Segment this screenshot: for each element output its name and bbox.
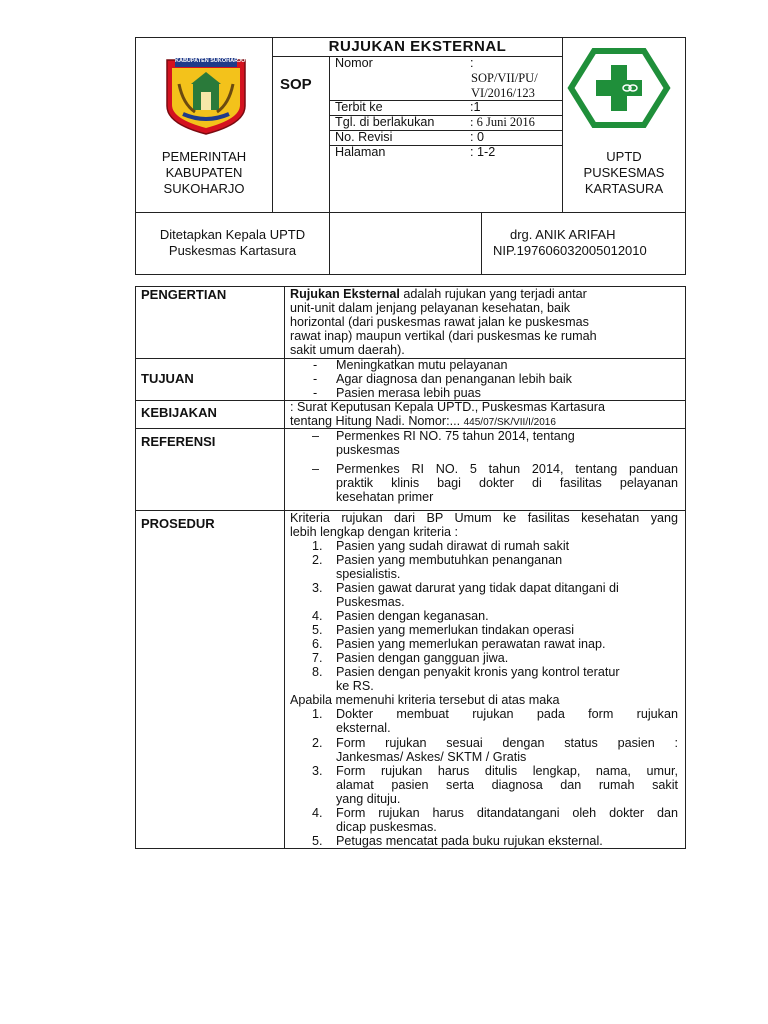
nomor-label: Nomor	[335, 56, 373, 70]
referensi-label: REFERENSI	[141, 434, 216, 449]
tgl-label: Tgl. di berlakukan	[335, 115, 435, 129]
tujuan-dash-2: -	[313, 372, 318, 386]
kebijakan-line-2-a: tentang Hitung Nadi. Nomor:...	[290, 414, 464, 428]
kriteria-num-3: 3.	[312, 581, 323, 595]
tujuan-item-2: Agar diagnosa dan penanganan lebih baik	[336, 372, 572, 386]
revisi-value: : 0	[470, 130, 485, 144]
nomor-value-line-2: VI/2016/123	[471, 86, 535, 100]
referensi-dash-1: –	[312, 429, 320, 443]
kriteria-num-1: 1.	[312, 539, 323, 553]
prosedur-intro-line-2: lebih lengkap dengan kriteria :	[290, 525, 459, 539]
langkah-num-1: 1.	[312, 707, 323, 721]
langkah-4-line-1: Form rujukan harus ditandatangani oleh dokter dan	[336, 806, 678, 820]
kriteria-num-4: 4.	[312, 609, 323, 623]
signer-nip: NIP.197606032005012010	[493, 243, 647, 258]
kriteria-2-line-2: spesialistis.	[336, 567, 401, 581]
kriteria-3-line-2: Puskesmas.	[336, 595, 405, 609]
tujuan-item-1: Meningkatkan mutu pelayanan	[336, 358, 508, 372]
kriteria-num-8: 8.	[312, 665, 323, 679]
pengertian-line-2: unit-unit dalam jenjang pelayanan kesehatan, baik	[290, 301, 571, 315]
kriteria-7-line-1: Pasien dengan gangguan jiwa.	[336, 651, 509, 665]
prosedur-label: PROSEDUR	[141, 516, 215, 531]
referensi-item-2-line-1: Permenkes RI NO. 5 tahun 2014, tentang panduan	[336, 462, 678, 476]
tujuan-dash-1: -	[313, 358, 318, 372]
tgl-value: : 6 Juni 2016	[470, 115, 535, 129]
prosedur-apabila: Apabila memenuhi kriteria tersebut di atas maka	[290, 693, 560, 707]
nomor-value-line-1: SOP/VII/PU/	[471, 71, 538, 85]
nomor-colon: :	[470, 56, 474, 70]
kriteria-5-line-1: Pasien yang memerlukan tindakan operasi	[336, 623, 575, 637]
langkah-2-line-1: Form rujukan sesuai dengan status pasien :	[336, 736, 678, 750]
left-org-line-1: PEMERINTAH	[161, 149, 247, 164]
kriteria-8-line-2: ke RS.	[336, 679, 374, 693]
kriteria-num-7: 7.	[312, 651, 323, 665]
pengertian-line-1	[290, 288, 587, 302]
puskesmas-logo	[567, 48, 671, 128]
pengertian-label: PENGERTIAN	[141, 287, 227, 302]
langkah-num-3: 3.	[312, 764, 323, 778]
kebijakan-line-1: : Surat Keputusan Kepala UPTD., Puskesmas Kartasura	[290, 400, 605, 414]
kriteria-3-line-1: Pasien gawat darurat yang tidak dapat ditangani di	[336, 581, 619, 595]
kriteria-2-line-1: Pasien yang membutuhkan penanganan	[336, 553, 563, 567]
kebijakan-nomor: 445/07/SK/VII/I/2016	[463, 417, 556, 428]
langkah-num-4: 4.	[312, 806, 323, 820]
kriteria-8-line-1: Pasien dengan penyakit kronis yang kontrol teratur	[336, 665, 620, 679]
right-org-line-2: PUSKESMAS	[583, 165, 665, 180]
terbit-label: Terbit ke	[335, 100, 383, 114]
kebijakan-label: KEBIJAKAN	[141, 405, 217, 420]
pengertian-line-1-rest: adalah rujukan yang terjadi antar	[399, 287, 587, 301]
langkah-5-line-1: Petugas mencatat pada buku rujukan eksternal.	[336, 834, 603, 848]
tujuan-label: TUJUAN	[141, 371, 194, 386]
kriteria-6-line-1: Pasien yang memerlukan perawatan rawat inap.	[336, 637, 606, 651]
pengertian-line-5: sakit umum daerah).	[290, 343, 405, 357]
kriteria-4-line-1: Pasien dengan keganasan.	[336, 609, 489, 623]
tujuan-item-3: Pasien merasa lebih puas	[336, 386, 481, 400]
terbit-value: :1	[470, 100, 481, 114]
langkah-2-line-2: Jankesmas/ Askes/ SKTM / Gratis	[336, 750, 527, 764]
halaman-value: : 1-2	[470, 145, 496, 159]
referensi-item-1-line-1: Permenkes RI NO. 75 tahun 2014, tentang	[336, 429, 575, 443]
langkah-num-2: 2.	[312, 736, 323, 750]
pengertian-line-3: horizontal (dari puskesmas rawat jalan ke puskesmas	[290, 315, 589, 329]
revisi-label: No. Revisi	[335, 130, 393, 144]
pengertian-lead: Rujukan Eksternal	[290, 287, 400, 301]
sop-label: SOP	[280, 76, 312, 93]
right-org-line-1: UPTD	[606, 149, 642, 164]
emblem-text: KABUPATEN SUKOHARJO	[175, 58, 246, 64]
halaman-label: Halaman	[335, 145, 386, 159]
langkah-3-line-3: yang dituju.	[336, 792, 401, 806]
kriteria-num-5: 5.	[312, 623, 323, 637]
signer-name: drg. ANIK ARIFAH	[510, 227, 616, 242]
left-org-line-2: KABUPATEN	[165, 165, 243, 180]
prosedur-intro-line-1: Kriteria rujukan dari BP Umum ke fasilitas kesehatan yang	[290, 511, 678, 525]
langkah-3-line-2: alamat pasien serta diagnosa dan rumah sakit	[336, 778, 678, 792]
document-title: RUJUKAN EKSTERNAL	[328, 38, 507, 55]
kriteria-1-line-1: Pasien yang sudah dirawat di rumah sakit	[336, 539, 570, 553]
langkah-1-line-1: Dokter membuat rujukan pada form rujukan	[336, 707, 678, 721]
kriteria-num-6: 6.	[312, 637, 323, 651]
referensi-dash-2: –	[312, 462, 320, 476]
kriteria-num-2: 2.	[312, 553, 323, 567]
ditetapkan-line-1: Ditetapkan Kepala UPTD	[159, 227, 306, 242]
kabupaten-emblem	[161, 54, 251, 136]
ditetapkan-line-2: Puskesmas Kartasura	[168, 243, 297, 258]
kebijakan-line-2	[290, 415, 556, 430]
tujuan-dash-3: -	[313, 386, 318, 400]
right-org-line-3: KARTASURA	[584, 181, 664, 196]
pengertian-line-4: rawat inap) maupun vertikal (dari puskesmas ke rumah	[290, 329, 597, 343]
langkah-1-line-2: eksternal.	[336, 721, 391, 735]
langkah-num-5: 5.	[312, 834, 323, 848]
langkah-3-line-1: Form rujukan harus ditulis lengkap, nama, umur,	[336, 764, 678, 778]
langkah-4-line-2: dicap puskesmas.	[336, 820, 437, 834]
referensi-item-1-line-2: puskesmas	[336, 443, 400, 457]
referensi-item-2-line-3: kesehatan primer	[336, 490, 434, 504]
left-org-line-3: SUKOHARJO	[163, 181, 245, 196]
referensi-item-2-line-2: praktik klinis bagi dokter di fasilitas pelayanan	[336, 476, 678, 490]
